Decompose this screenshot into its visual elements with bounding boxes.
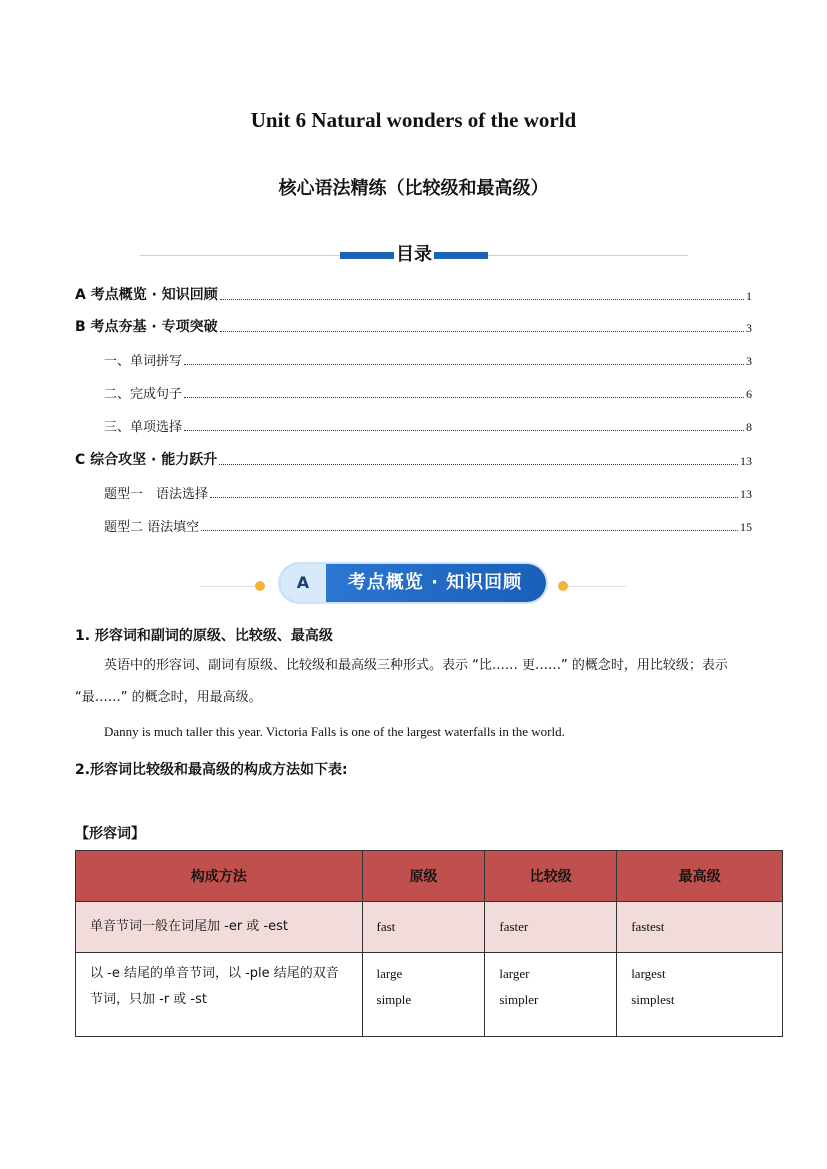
header-comparative: 比较级 — [485, 851, 617, 902]
rule-cell: 以 -e 结尾的单音节词，以 -ple 结尾的双音节词，只加 -r 或 -st — [76, 953, 363, 1037]
toc-entry-text: 一、单词拼写 — [104, 354, 183, 369]
section-1-paragraph: 英语中的形容词、副词有原级、比较级和最高级三种形式。表示 “比…… 更……” 的概念时，用比较级；表示 “最……” 的概念时，用最高级。 — [75, 658, 728, 705]
comparative-word: simpler — [499, 992, 539, 1007]
banner-dot-icon — [255, 581, 265, 591]
table-header-row — [76, 851, 783, 902]
toc-leader — [219, 464, 738, 465]
adjective-label: 【形容词】 — [75, 826, 145, 842]
toc-page-number: 3 — [746, 354, 752, 368]
superlative-cell — [617, 953, 783, 1037]
header-superlative: 最高级 — [617, 851, 783, 902]
header-base: 原级 — [362, 851, 485, 902]
comparison-table — [75, 850, 783, 1037]
subtitle: 核心语法精练（比较级和最高级） — [278, 178, 549, 199]
toc-page-number: 6 — [746, 387, 752, 401]
section-1-heading: 1. 形容词和副词的原级、比较级、最高级 — [75, 628, 333, 644]
toc-page-number: 8 — [746, 420, 752, 434]
toc-heading-bar-right — [434, 252, 488, 259]
toc-leader — [184, 397, 744, 398]
toc-entry-text: 三、单项选择 — [104, 420, 183, 435]
toc-page-number: 3 — [746, 321, 752, 335]
example-sentences: Danny is much taller this year. Victoria Falls is one of the largest waterfalls in the world. — [104, 724, 565, 739]
banner-rule-right — [568, 586, 626, 587]
toc-entry-c2[interactable] — [104, 513, 752, 535]
toc-heading-label: 目录 — [394, 240, 434, 266]
section-banner — [200, 560, 626, 608]
toc-entry-a[interactable] — [75, 282, 752, 304]
base-word: large — [376, 966, 403, 981]
toc-entry-c[interactable] — [75, 447, 752, 469]
toc-leader — [184, 364, 744, 365]
header-method: 构成方法 — [76, 851, 363, 902]
banner-dot-icon — [558, 581, 568, 591]
toc-entry-b3[interactable] — [104, 413, 752, 435]
toc-page-number: 13 — [740, 487, 752, 501]
banner-title: 考点概览 · 知识回顾 — [347, 572, 523, 593]
toc-leader — [220, 299, 744, 300]
toc-heading-bar-left — [340, 252, 394, 259]
toc-entry-c1[interactable] — [104, 480, 752, 502]
section-2-heading: 2.形容词比较级和最高级的构成方法如下表: — [75, 762, 348, 778]
toc-leader — [201, 530, 738, 531]
toc-entry-text: B 考点夯基 · 专项突破 — [75, 319, 218, 335]
toc-entry-b[interactable] — [75, 314, 752, 336]
toc-page-number: 1 — [746, 289, 752, 303]
toc-entry-text: 题型二 语法填空 — [104, 520, 200, 535]
toc-entry-text: 题型一 语法选择 — [104, 487, 209, 502]
comparative-word: larger — [499, 966, 530, 981]
toc-entry-text: A 考点概览 · 知识回顾 — [75, 287, 218, 303]
base-word: simple — [376, 992, 412, 1007]
comparative-cell: faster — [485, 902, 617, 953]
toc-page-number: 13 — [740, 454, 752, 468]
toc-page-number: 15 — [740, 520, 752, 534]
superlative-cell: fastest — [617, 902, 783, 953]
toc-leader — [220, 331, 744, 332]
base-cell — [362, 953, 485, 1037]
rule-cell: 单音节词一般在词尾加 -er 或 -est — [76, 902, 363, 953]
toc-leader — [184, 430, 744, 431]
toc-entry-text: C 综合攻坚 · 能力跃升 — [75, 452, 218, 468]
superlative-word: simplest — [631, 992, 675, 1007]
comparative-cell — [485, 953, 617, 1037]
toc-leader — [210, 497, 738, 498]
toc-entry-b2[interactable] — [104, 380, 752, 402]
toc-heading — [140, 240, 688, 270]
toc-entry-text: 二、完成句子 — [104, 387, 183, 402]
toc-entry-b1[interactable] — [104, 347, 752, 369]
table-row — [76, 902, 783, 953]
table-row — [76, 953, 783, 1037]
unit-title: Unit 6 Natural wonders of the world — [250, 108, 577, 132]
banner-rule-left — [200, 586, 260, 587]
banner-badge: A — [280, 564, 326, 602]
superlative-word: largest — [631, 966, 666, 981]
base-cell: fast — [362, 902, 485, 953]
